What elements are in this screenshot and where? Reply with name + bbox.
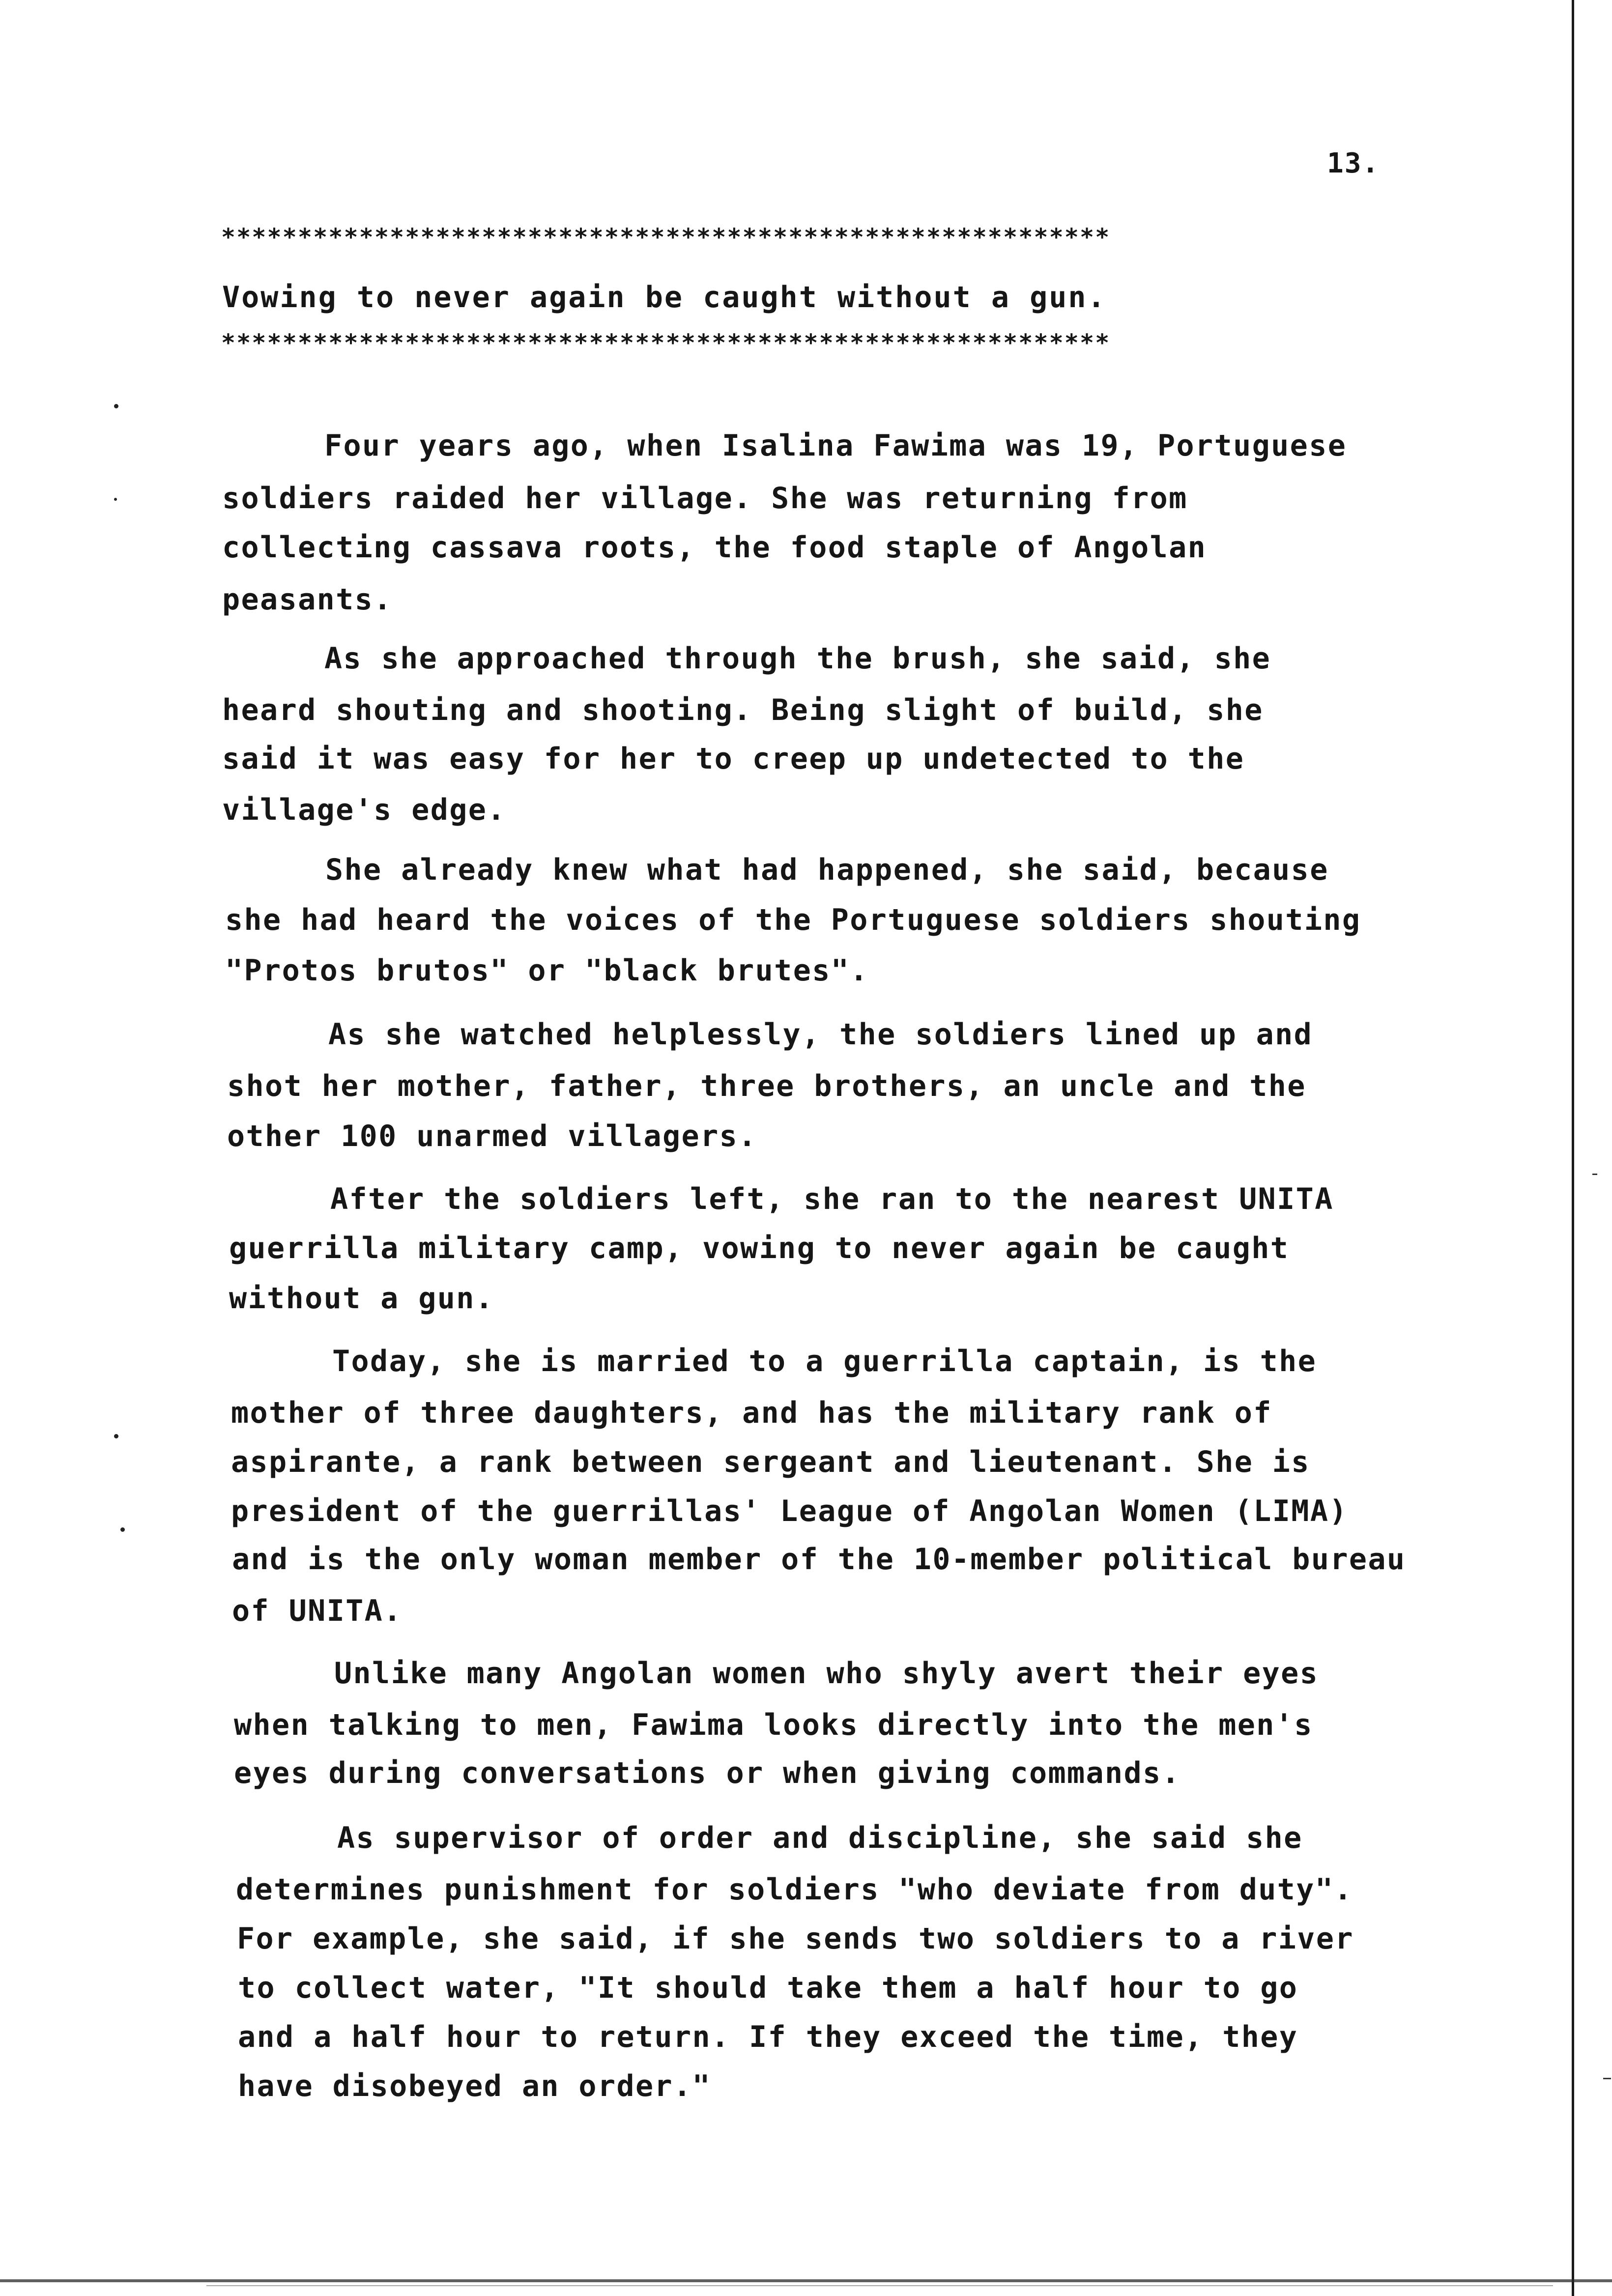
body-line: determines punishment for soldiers "who deviate from duty". (236, 1872, 1353, 1907)
body-line: mother of three daughters, and has the military rank of (231, 1396, 1272, 1430)
margin-tick (1592, 1174, 1597, 1175)
page-edge-shadow (1572, 0, 1574, 2296)
margin-speck (114, 498, 117, 501)
asterisk-rule-bottom: ********************************************************** (221, 329, 1111, 357)
asterisk-rule-top: ********************************************************** (221, 224, 1111, 251)
bottom-edge-line (206, 2285, 1553, 2286)
body-line: president of the guerrillas' League of Angolan Women (LIMA) (231, 1494, 1348, 1528)
margin-speck (114, 404, 118, 408)
body-line: peasants. (222, 582, 393, 617)
body-line: eyes during conversations or when giving commands. (234, 1756, 1181, 1790)
margin-tick (1603, 2078, 1611, 2079)
body-line: of UNITA. (232, 1594, 403, 1628)
body-line: guerrilla military camp, vowing to never again be caught (229, 1231, 1290, 1265)
body-line: said it was easy for her to creep up undetected to the (222, 742, 1245, 776)
body-line: shot her mother, father, three brothers, an uncle and the (227, 1069, 1306, 1103)
body-line: Today, she is married to a guerrilla captain, is the (332, 1344, 1317, 1378)
bottom-edge-shadow (0, 2279, 1612, 2282)
body-line: heard shouting and shooting. Being slight of build, she (222, 693, 1264, 727)
body-line: She already knew what had happened, she said, because (325, 853, 1329, 887)
headline: Vowing to never again be caught without a gun. (222, 280, 1107, 315)
body-line: Four years ago, when Isalina Fawima was 19, Portuguese (324, 429, 1347, 463)
body-line: village's edge. (222, 793, 506, 827)
body-line: collecting cassava roots, the food staple of Angolan (222, 530, 1207, 565)
body-line: As supervisor of order and discipline, she said she (337, 1821, 1303, 1855)
body-line: without a gun. (229, 1281, 494, 1316)
body-line: soldiers raided her village. She was returning from (222, 481, 1188, 516)
body-line: "Protos brutos" or "black brutes". (225, 953, 869, 988)
body-line: she had heard the voices of the Portuguese soldiers shouting (225, 903, 1361, 937)
margin-speck (114, 1434, 118, 1438)
body-line: Unlike many Angolan women who shyly avert their eyes (334, 1656, 1319, 1691)
body-line: and a half hour to return. If they exceed the time, they (238, 2020, 1298, 2054)
body-line: As she approached through the brush, she said, she (324, 641, 1271, 676)
page-number: 13. (1327, 147, 1380, 179)
body-line: and is the only woman member of the 10-member political bureau (232, 1542, 1406, 1577)
body-line: aspirante, a rank between sergeant and lieutenant. She is (231, 1445, 1310, 1479)
margin-speck (120, 1527, 125, 1532)
body-line: other 100 unarmed villagers. (227, 1119, 757, 1153)
body-line: For example, she said, if she sends two soldiers to a river (237, 1922, 1354, 1956)
body-line: when talking to men, Fawima looks directly into the men's (234, 1708, 1313, 1742)
body-line: As she watched helplessly, the soldiers lined up and (328, 1017, 1313, 1052)
body-line: to collect water, "It should take them a half hour to go (238, 1971, 1298, 2005)
body-line: have disobeyed an order." (238, 2069, 712, 2103)
body-line: After the soldiers left, she ran to the nearest UNITA (330, 1182, 1334, 1216)
